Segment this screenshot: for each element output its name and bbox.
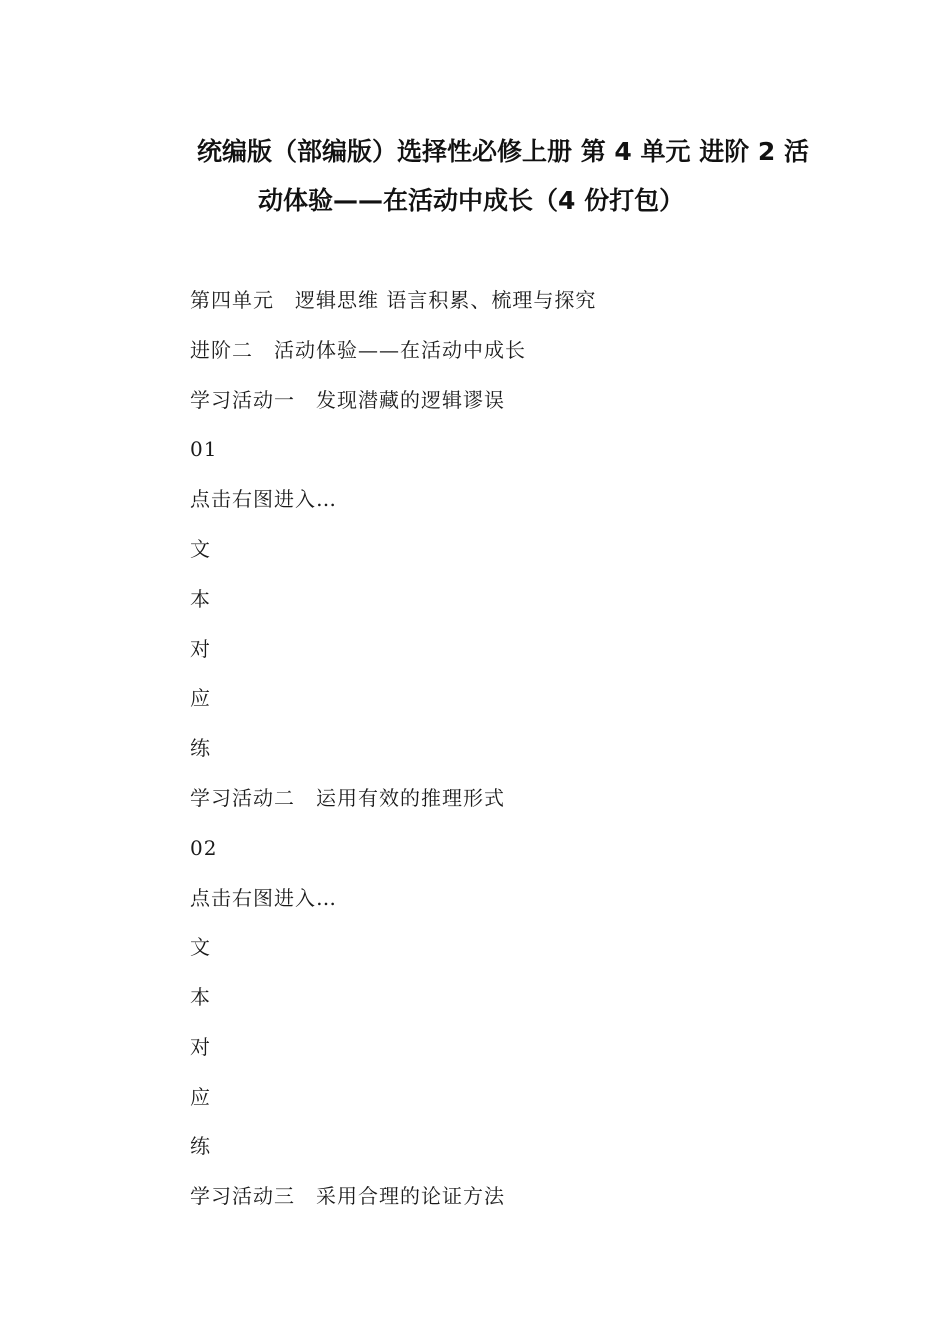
section-number-01: 01 <box>190 437 218 461</box>
document-title-line-2: 动体验——在活动中成长（4 份打包） <box>258 186 685 215</box>
vertical-text-char: 对 <box>190 637 211 661</box>
vertical-text-char: 练 <box>190 736 211 760</box>
unit-heading: 第四单元 逻辑思维 语言积累、梳理与探究 <box>190 288 597 312</box>
activity-2-heading: 学习活动二 运用有效的推理形式 <box>190 786 505 810</box>
click-to-enter-link[interactable]: 点击右图进入… <box>190 487 337 511</box>
vertical-text-char: 应 <box>190 686 211 710</box>
activity-1-heading: 学习活动一 发现潜藏的逻辑谬误 <box>190 388 505 412</box>
activity-3-heading: 学习活动三 采用合理的论证方法 <box>190 1184 505 1208</box>
stage-heading: 进阶二 活动体验——在活动中成长 <box>190 338 526 362</box>
section-number-02: 02 <box>190 836 218 860</box>
vertical-text-char: 本 <box>190 587 211 611</box>
vertical-text-char: 本 <box>190 985 211 1009</box>
vertical-text-char: 应 <box>190 1085 211 1109</box>
click-to-enter-link[interactable]: 点击右图进入… <box>190 886 337 910</box>
vertical-text-char: 对 <box>190 1035 211 1059</box>
document-title-line-1: 统编版（部编版）选择性必修上册 第 4 单元 进阶 2 活 <box>197 137 810 166</box>
vertical-text-char: 练 <box>190 1134 211 1158</box>
vertical-text-char: 文 <box>190 537 211 561</box>
vertical-text-char: 文 <box>190 935 211 959</box>
